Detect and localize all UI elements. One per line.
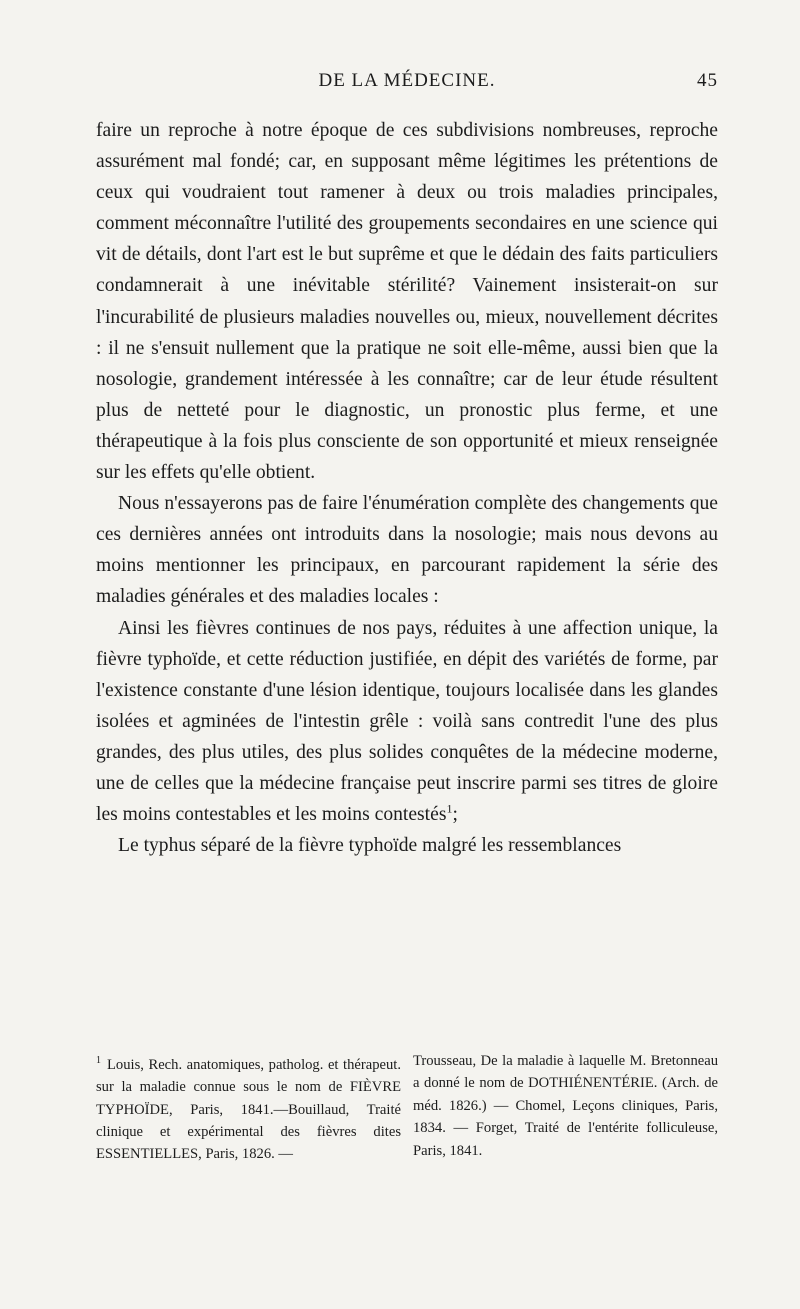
running-title: DE LA MÉDECINE. — [318, 70, 496, 91]
paragraph-3 — [96, 613, 718, 831]
footnote-text-right: Trousseau, De la maladie à laquelle M. Bretonneau a donné le nom de DOTHIÉNENTÉRIE. (Arch. de méd. 1826.) — Chomel, Leçons cliniques, Paris, 1834. — Forget, Traité de l'entérite folliculeuse, Paris, 1841. — [413, 1053, 718, 1159]
body-text — [96, 115, 718, 861]
footnote-reference: 1 — [446, 801, 453, 816]
paragraph-2: Nous n'essayerons pas de faire l'énumération complète des changements que ces dernières années ont introduits dans la nosologie; mais nous devons au moins mentionner les principaux, en parcourant rapidement la série des maladies générales et des maladies locales : — [96, 493, 718, 608]
footnotes — [96, 1050, 718, 1166]
paragraph-4: Le typhus séparé de la fièvre typhoïde malgré les ressemblances — [118, 835, 622, 857]
page-number: 45 — [697, 70, 718, 91]
paragraph-3-end: ; — [452, 804, 458, 826]
footnote-marker: 1 — [96, 1055, 101, 1066]
running-head — [96, 70, 718, 100]
footnote-column-right — [413, 1050, 718, 1166]
footnote-text-left: Louis, Rech. anatomiques, patholog. et thérapeut. sur la maladie connue sous le nom de FIÈVRE TYPHOÏDE, Paris, 1841.—Bouillaud, Traité clinique et expérimental des fièvres dites ESSENTIELLES, Paris, 1826. — — [96, 1056, 401, 1163]
footnote-column-left — [96, 1050, 401, 1166]
paragraph-1: faire un reproche à notre époque de ces subdivisions nombreuses, reproche assurément mal fondé; car, en supposant même légitimes les prétentions de ceux qui voudraient tout ramener à deux ou trois maladies principales, comment méconnaître l'utilité des groupements secondaires en une science qui vit de détails, dont l'art est le but suprême et que le dédain des faits particuliers condamnerait à une inévitable stérilité? Vainement insisterait-on sur l'incurabilité de plusieurs maladies nouvelles ou, mieux, nouvellement décrites : il ne s'ensuit nullement que la pratique ne soit elle-même, aussi bien que la nosologie, grandement intéressée à les connaître; car de leur étude résultent plus de netteté pour le diagnostic, un pronostic plus ferme, et une thérapeutique à la fois plus consciente de son opportunité et mieux renseignée sur les effets qu'elle obtient. — [96, 120, 718, 484]
paragraph-3-text: Ainsi les fièvres continues de nos pays, réduites à une affection unique, la fièvre typhoïde, et cette réduction justifiée, en dépit des variétés de forme, par l'existence constante d'une lésion identique, toujours localisée dans les glandes isolées et agminées de l'intestin grêle : voilà sans contredit l'une des plus grandes, des plus utiles, des plus solides conquêtes de la médecine moderne, une de celles que la médecine française peut inscrire parmi ses titres de gloire les moins contestables et les moins contestés — [96, 617, 718, 826]
